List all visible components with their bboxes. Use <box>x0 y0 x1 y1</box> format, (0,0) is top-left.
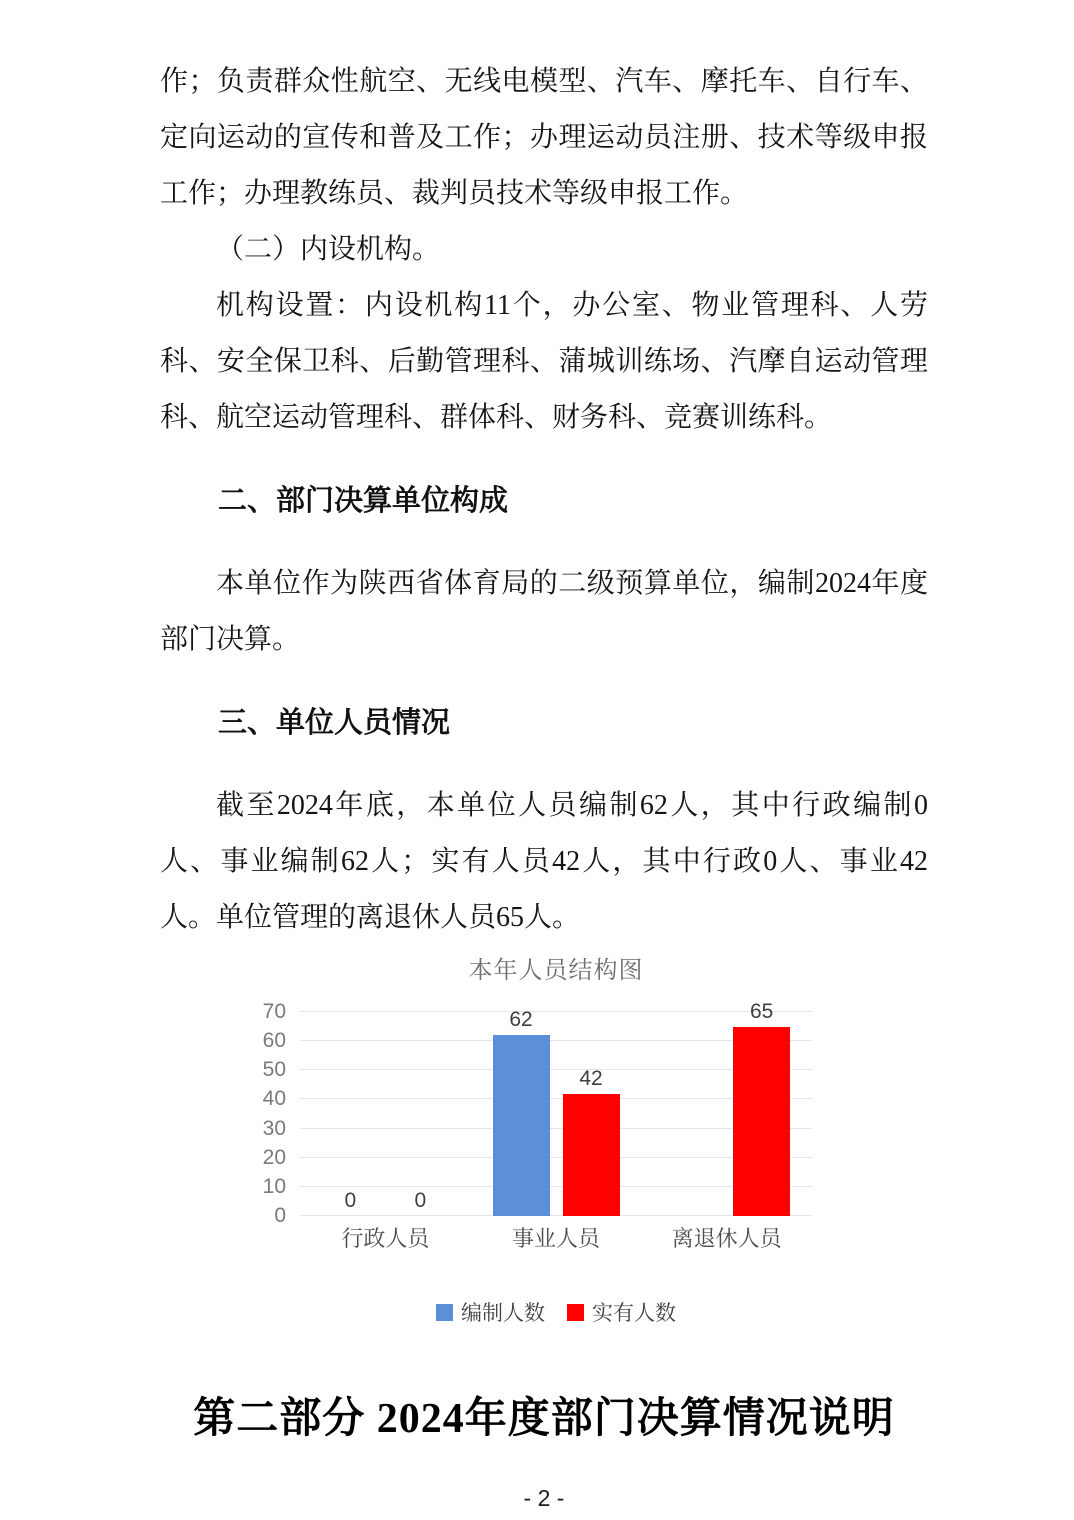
category-label: 离退休人员 <box>671 1226 782 1251</box>
paragraph-budget-unit: 本单位作为陕西省体育局的二级预算单位，编制2024年度部门决算。 <box>160 568 928 655</box>
chart-plot <box>262 999 812 1227</box>
legend-item <box>567 1297 676 1327</box>
bar <box>493 1035 550 1216</box>
paragraph-personnel: 截至2024年底，本单位人员编制62人，其中行政编制0人、事业编制62人；实有人员42人，其中行政0人、事业42人。单位管理的离退休人员65人。 <box>160 790 928 933</box>
legend-swatch-icon <box>567 1304 584 1321</box>
category-label: 行政人员 <box>341 1226 430 1251</box>
y-axis-tick-label: 40 <box>262 1087 286 1111</box>
heading-section-2: 二、部门决算单位构成 <box>218 485 509 517</box>
paragraph-internal-org-heading: （二）内设机构。 <box>216 234 441 265</box>
heading-section-3: 三、单位人员情况 <box>218 707 451 739</box>
paragraph-duties-continued: 作；负责群众性航空、无线电模型、汽车、摩托车、自行车、定向运动的宣传和普及工作；办理运动员注册、技术等级申报工作；办理教练员、裁判员技术等级申报工作。 <box>160 66 928 209</box>
bar <box>733 1027 790 1216</box>
bar-value-label: 0 <box>414 1189 427 1212</box>
bar-slot <box>563 1067 620 1216</box>
page-number: - 2 - <box>523 1485 565 1511</box>
bar-groups <box>300 982 812 1216</box>
personnel-structure-chart <box>252 956 812 1327</box>
y-axis-tick-label: 70 <box>262 1000 286 1023</box>
y-axis-tick-label: 10 <box>262 1174 286 1198</box>
legend-label: 编制人数 <box>461 1302 545 1325</box>
bar-value-label: 65 <box>749 999 774 1023</box>
part2-section-title: 第二部分 2024年度部门决算情况说明 <box>193 1396 895 1442</box>
chart-title: 本年人员结构图 <box>468 957 644 984</box>
paragraph-org-setup: 机构设置：内设机构11个，办公室、物业管理科、人劳科、安全保卫科、后勤管理科、蒲城训练场、汽摩自运动管理科、航空运动管理科、群体科、财务科、竞赛训练科。 <box>160 290 928 433</box>
chart-category-axis <box>300 1225 812 1253</box>
legend-label: 实有人数 <box>592 1302 676 1325</box>
bar-slot <box>392 1189 449 1216</box>
bar-value-label: 42 <box>579 1066 603 1090</box>
legend-swatch-icon <box>436 1304 453 1321</box>
category-label: 事业人员 <box>512 1226 601 1251</box>
bar <box>563 1094 620 1216</box>
bar-value-label: 62 <box>509 1008 533 1032</box>
bar-group <box>471 982 642 1216</box>
y-axis-tick-label: 20 <box>262 1145 286 1169</box>
bar-group <box>300 982 471 1216</box>
chart-legend <box>300 1297 812 1327</box>
y-axis-tick-label: 60 <box>262 1029 286 1053</box>
y-axis-tick-label: 0 <box>274 1204 286 1227</box>
bar-slot <box>733 1000 790 1216</box>
bar-slot <box>493 1008 550 1216</box>
legend-item <box>436 1297 545 1327</box>
y-axis-tick-label: 50 <box>262 1058 286 1082</box>
bar-value-label: 0 <box>344 1189 357 1212</box>
y-axis-tick-label: 30 <box>262 1116 286 1140</box>
bar-group <box>641 982 812 1216</box>
bar-slot <box>322 1189 379 1216</box>
